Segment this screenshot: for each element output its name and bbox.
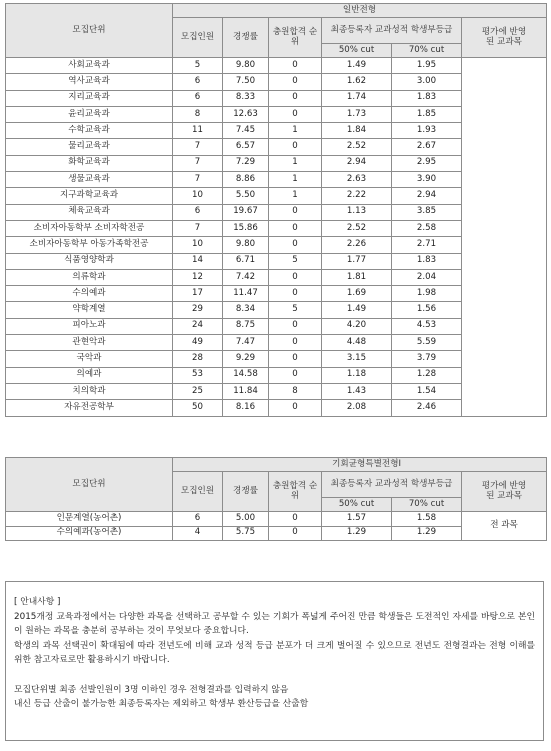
header-eval-label: 평가에 반영된 교과목	[481, 26, 527, 47]
cell-cut50: 2.26	[322, 237, 392, 253]
cell-waitlist: 8	[269, 383, 322, 399]
cell-cut70: 2.95	[392, 155, 462, 171]
cell-waitlist: 0	[269, 204, 322, 220]
cell-cut70: 3.90	[392, 172, 462, 188]
cell-cut50: 2.94	[322, 155, 392, 171]
cell-cut50: 4.48	[322, 335, 392, 351]
cell-quota: 10	[173, 237, 223, 253]
header-final-grade-label: 최종등록자 교과성적 학생부등급	[330, 478, 453, 489]
cell-eval-subjects	[462, 58, 547, 417]
cell-cut70: 2.04	[392, 269, 462, 285]
cell-cut50: 1.49	[322, 302, 392, 318]
cell-rate: 6.71	[223, 253, 269, 269]
notice-box	[5, 581, 544, 741]
cell-cut50: 1.49	[322, 58, 392, 74]
cell-cut70: 2.46	[392, 400, 462, 416]
table-row	[6, 512, 547, 527]
cell-unit: 수의예과(농어촌)	[6, 526, 173, 541]
cell-quota: 29	[173, 302, 223, 318]
cell-unit: 관현악과	[6, 335, 173, 351]
cell-quota: 53	[173, 367, 223, 383]
cell-quota: 14	[173, 253, 223, 269]
header-final-grade-label: 최종등록자 교과성적 학생부등급	[330, 24, 453, 35]
cell-waitlist: 5	[269, 302, 322, 318]
cell-waitlist: 1	[269, 188, 322, 204]
cell-unit: 수의예과	[6, 286, 173, 302]
header-unit: 모집단위	[6, 4, 173, 58]
cell-unit: 피아노과	[6, 318, 173, 334]
cell-unit: 의류학과	[6, 269, 173, 285]
cell-waitlist: 0	[269, 351, 322, 367]
cell-rate: 5.75	[223, 526, 269, 541]
cell-cut70: 2.58	[392, 220, 462, 236]
cell-cut50: 2.63	[322, 172, 392, 188]
cell-cut70: 3.79	[392, 351, 462, 367]
header-eval	[462, 18, 547, 58]
cell-rate: 7.50	[223, 74, 269, 90]
cell-rate: 5.50	[223, 188, 269, 204]
cell-waitlist: 0	[269, 220, 322, 236]
cell-rate: 15.86	[223, 220, 269, 236]
cell-cut50: 2.22	[322, 188, 392, 204]
cell-rate: 5.00	[223, 512, 269, 527]
cell-rate: 14.58	[223, 367, 269, 383]
cell-waitlist: 1	[269, 123, 322, 139]
cell-cut50: 1.29	[322, 526, 392, 541]
cell-quota: 12	[173, 269, 223, 285]
cell-rate: 8.86	[223, 172, 269, 188]
header-rate: 경쟁률	[223, 18, 269, 58]
cell-quota: 6	[173, 74, 223, 90]
cell-cut50: 3.15	[322, 351, 392, 367]
cell-quota: 7	[173, 155, 223, 171]
cell-unit: 생물교육과	[6, 172, 173, 188]
cell-unit: 의예과	[6, 367, 173, 383]
cell-quota: 10	[173, 188, 223, 204]
cell-unit: 국악과	[6, 351, 173, 367]
cell-quota: 11	[173, 123, 223, 139]
cell-waitlist: 5	[269, 253, 322, 269]
cell-waitlist: 0	[269, 335, 322, 351]
cell-rate: 9.80	[223, 237, 269, 253]
cell-unit: 자유전공학부	[6, 400, 173, 416]
cell-waitlist: 0	[269, 139, 322, 155]
cell-rate: 7.42	[223, 269, 269, 285]
header-waitlist-label: 충원합격 순 위	[272, 480, 318, 501]
cell-waitlist: 0	[269, 526, 322, 541]
cell-quota: 6	[173, 90, 223, 106]
cell-rate: 8.16	[223, 400, 269, 416]
table-row	[6, 58, 547, 74]
header-eval-label: 평가에 반영된 교과목	[481, 480, 527, 501]
cell-cut50: 1.13	[322, 204, 392, 220]
header-cut70: 70% cut	[392, 498, 462, 512]
notice-line-3: 모집단위별 최종 선발인원이 3명 이하인 경우 전형결과를 입력하지 않음	[14, 684, 289, 695]
cell-cut70: 1.29	[392, 526, 462, 541]
cell-cut50: 4.20	[322, 318, 392, 334]
cell-quota: 50	[173, 400, 223, 416]
cell-waitlist: 0	[269, 400, 322, 416]
cell-cut70: 1.98	[392, 286, 462, 302]
cell-waitlist: 0	[269, 106, 322, 122]
header-final-grade	[322, 18, 462, 44]
cell-rate: 9.80	[223, 58, 269, 74]
cell-unit: 인문계열(농어촌)	[6, 512, 173, 527]
header-group-title: 기회균형특별전형I	[173, 458, 547, 472]
cell-cut70: 1.56	[392, 302, 462, 318]
cell-rate: 6.57	[223, 139, 269, 155]
cell-cut70: 3.85	[392, 204, 462, 220]
header-waitlist-label: 충원합격 순 위	[272, 26, 318, 47]
cell-cut50: 2.08	[322, 400, 392, 416]
cell-quota: 6	[173, 204, 223, 220]
cell-waitlist: 0	[269, 237, 322, 253]
cell-cut70: 4.53	[392, 318, 462, 334]
cell-quota: 4	[173, 526, 223, 541]
cell-cut70: 2.94	[392, 188, 462, 204]
cell-quota: 28	[173, 351, 223, 367]
cell-unit: 체육교육과	[6, 204, 173, 220]
cell-quota: 7	[173, 139, 223, 155]
cell-unit: 물리교육과	[6, 139, 173, 155]
cell-cut70: 3.00	[392, 74, 462, 90]
cell-cut70: 1.83	[392, 90, 462, 106]
cell-unit: 지리교육과	[6, 90, 173, 106]
cell-rate: 9.29	[223, 351, 269, 367]
cell-quota: 7	[173, 220, 223, 236]
cell-cut50: 1.62	[322, 74, 392, 90]
cell-waitlist: 0	[269, 512, 322, 527]
cell-quota: 5	[173, 58, 223, 74]
notice-spacer	[14, 668, 535, 683]
cell-cut50: 1.69	[322, 286, 392, 302]
cell-rate: 7.47	[223, 335, 269, 351]
cell-quota: 8	[173, 106, 223, 122]
opportunity-balance-table	[5, 457, 547, 541]
cell-waitlist: 1	[269, 172, 322, 188]
cell-rate: 12.63	[223, 106, 269, 122]
cell-cut70: 5.59	[392, 335, 462, 351]
general-admission-table	[5, 3, 547, 417]
cell-cut70: 1.28	[392, 367, 462, 383]
cell-cut50: 2.52	[322, 220, 392, 236]
cell-quota: 17	[173, 286, 223, 302]
cell-unit: 역사교육과	[6, 74, 173, 90]
cell-cut70: 1.58	[392, 512, 462, 527]
cell-cut50: 1.73	[322, 106, 392, 122]
header-quota: 모집인원	[173, 18, 223, 58]
cell-rate: 8.34	[223, 302, 269, 318]
header-cut50: 50% cut	[322, 44, 392, 58]
cell-rate: 7.45	[223, 123, 269, 139]
header-cut50: 50% cut	[322, 498, 392, 512]
header-eval	[462, 472, 547, 512]
cell-cut50: 1.84	[322, 123, 392, 139]
notice-line-4: 내신 등급 산출이 불가능한 최종등록자는 제외하고 학생부 환산등급을 산출함	[14, 699, 309, 710]
cell-rate: 11.47	[223, 286, 269, 302]
cell-cut50: 1.81	[322, 269, 392, 285]
cell-cut50: 2.52	[322, 139, 392, 155]
cell-unit: 소비자아동학부 소비자학전공	[6, 220, 173, 236]
cell-cut70: 1.93	[392, 123, 462, 139]
cell-quota: 49	[173, 335, 223, 351]
cell-cut70: 2.67	[392, 139, 462, 155]
cell-cut70: 1.95	[392, 58, 462, 74]
cell-unit: 약학계열	[6, 302, 173, 318]
cell-waitlist: 0	[269, 58, 322, 74]
cell-unit: 소비자아동학부 아동가족학전공	[6, 237, 173, 253]
header-waitlist	[269, 18, 322, 58]
cell-unit: 사회교육과	[6, 58, 173, 74]
cell-rate: 7.29	[223, 155, 269, 171]
cell-cut50: 1.18	[322, 367, 392, 383]
cell-waitlist: 0	[269, 367, 322, 383]
header-rate: 경쟁률	[223, 472, 269, 512]
cell-quota: 7	[173, 172, 223, 188]
cell-waitlist: 0	[269, 269, 322, 285]
notice-paragraph-1: 2015개정 교육과정에서는 다양한 과목을 선택하고 공부할 수 있는 기회가 폭넓게 주어진 만큼 학생들은 도전적인 자세를 바탕으로 본인이 원하는 과목을 충분히 공부하는 것이 무엇보다 중요합니다.	[14, 611, 535, 637]
notice-title: [ 안내사항 ]	[14, 597, 61, 607]
cell-rate: 8.75	[223, 318, 269, 334]
cell-quota: 6	[173, 512, 223, 527]
cell-quota: 24	[173, 318, 223, 334]
header-group-title: 일반전형	[173, 4, 547, 18]
cell-cut50: 1.57	[322, 512, 392, 527]
header-waitlist	[269, 472, 322, 512]
header-quota: 모집인원	[173, 472, 223, 512]
header-unit: 모집단위	[6, 458, 173, 512]
cell-waitlist: 0	[269, 318, 322, 334]
cell-quota: 25	[173, 383, 223, 399]
cell-cut50: 1.77	[322, 253, 392, 269]
cell-cut70: 1.83	[392, 253, 462, 269]
cell-waitlist: 0	[269, 90, 322, 106]
cell-eval-subjects: 전 과목	[462, 512, 547, 541]
cell-unit: 화학교육과	[6, 155, 173, 171]
cell-cut70: 1.54	[392, 383, 462, 399]
cell-rate: 8.33	[223, 90, 269, 106]
cell-unit: 식품영양학과	[6, 253, 173, 269]
cell-cut70: 1.85	[392, 106, 462, 122]
cell-cut70: 2.71	[392, 237, 462, 253]
cell-unit: 수학교육과	[6, 123, 173, 139]
cell-waitlist: 0	[269, 286, 322, 302]
cell-rate: 11.84	[223, 383, 269, 399]
cell-cut50: 1.43	[322, 383, 392, 399]
cell-cut50: 1.74	[322, 90, 392, 106]
cell-unit: 지구과학교육과	[6, 188, 173, 204]
notice-paragraph-2: 학생의 과목 선택권이 확대됨에 따라 전년도에 비해 교과 성적 등급 분포가 더 크게 벌어질 수 있으므로 전년도 전형결과는 전형 이해를 위한 참고자료로만 활용하시기 바랍니다.	[14, 640, 535, 666]
cell-waitlist: 0	[269, 74, 322, 90]
header-cut70: 70% cut	[392, 44, 462, 58]
cell-rate: 19.67	[223, 204, 269, 220]
cell-waitlist: 1	[269, 155, 322, 171]
header-final-grade	[322, 472, 462, 498]
cell-unit: 치의학과	[6, 383, 173, 399]
cell-unit: 윤리교육과	[6, 106, 173, 122]
